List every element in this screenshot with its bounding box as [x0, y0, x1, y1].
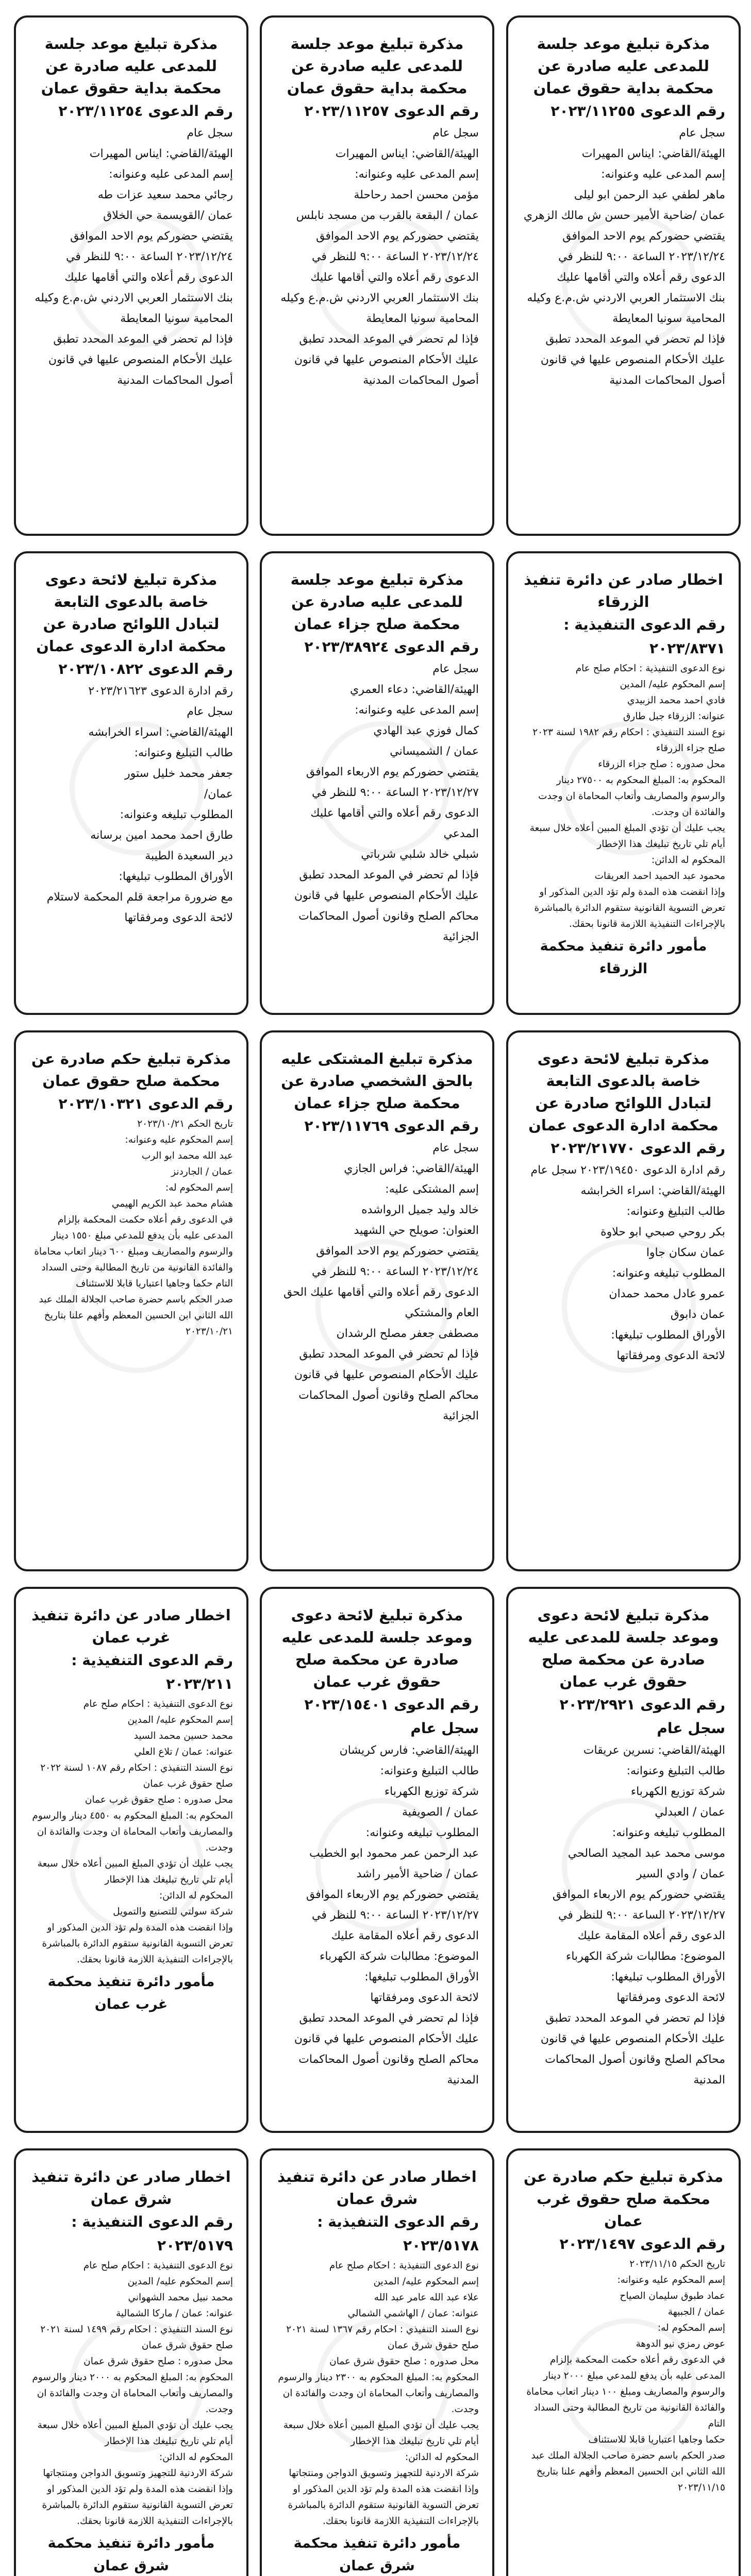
case-number: رقم الدعوى ٢٠٢٣/١٠٣٢١ [58, 1095, 233, 1112]
notice-heading: اخطار صادر عن دائرة تنفيذ غرب عمان [31, 1606, 231, 1646]
notice-body: سجل عام الهيئة/القاضي: ايناس المهيرات إسم المدعى عليه وعنوانه: ماهر لطفي عبد الرحمن ابو ليلى عمان /ضاحية الأمير حسن ش مالك الزهري يقتضي حضوركم يوم الاحد الموافق ٢٠٢٣/١٢/٢٤ الساعة ٩:٠٠ للنظر في الدعوى رقم أعلاه والتي أقامها عليك بنك الاستثمار العربي الاردني ش.م.ع وكيله المحامية سونيا المعايطة فإذا لم تحضر في الموعد المحدد تطبق عليك الأحكام المنصوص عليها في قانون أصول المحاكمات المدنية [523, 127, 725, 387]
case-number: رقم الدعوى التنفيذية : ٢٠٢٣/٥١٧٩ [71, 2213, 233, 2254]
notice-card [506, 1030, 741, 1571]
notice-heading: مذكرة تبليغ موعد جلسة للمدعى عليه صادرة عن محكمة بداية حقوق عمان [41, 35, 222, 97]
notice-heading: مذكرة تبليغ حكم صادرة عن محكمة صلح حقوق غرب عمان [523, 2168, 724, 2230]
notice-heading: اخطار صادر عن دائرة تنفيذ الزرقاء [524, 571, 723, 611]
case-number: رقم الدعوى التنفيذية : ٢٠٢٣/٢١١ [71, 1652, 233, 1692]
notice-body: الهيئة/القاضي: فارس كريشان طالب التبليغ وعنوانه: شركة توزيع الكهرباء عمان / الصويفية المطلوب تبليغه وعنوانه: عبد الرحمن عمر محمود ابو الخطيب عمان / ضاحية الأمير راشد يقتضي حضوركم يوم الاربعاء الموافق ٢٠٢٣/١٢/٢٧ الساعة ٩:٠٠ للنظر في الدعوى رقم أعلاه المقامة عليك الموضوع: مطالبات شركة الكهرباء الأوراق المطلوب تبليغها: لائحة الدعوى ومرفقاتها فإذا لم تحضر في الموعد المحدد تطبق عليك الأحكام المنصوص عليها في قانون محاكم الصلح وقانون أصول المحاكمات المدنية [294, 1744, 479, 2087]
notice-heading: مذكرة تبليغ لائحة دعوى خاصة بالدعوى التابعة لتبادل اللوائح صادرة عن محكمة ادارة الدعوى عمان [36, 571, 226, 655]
notice-card [14, 15, 248, 536]
notice-card [260, 551, 494, 1015]
case-number: رقم الدعوى ٢٠٢٣/١٤٩٧ [559, 2235, 725, 2252]
notice-heading: اخطار صادر عن دائرة تنفيذ شرق عمان [277, 2168, 477, 2208]
notice-body: رقم ادارة الدعوى ٢٠٢٣/١٩٤٥٠ سجل عام الهيئة/القاضي: اسراء الخرابشه طالب التبليغ وعنوانه: بكر روحي صبحي ابو حلاوة عمان سكان جاوا المطلوب تبليغه وعنوانه: عمرو عادل محمد حمدان عمان دابوق الأوراق المطلوب تبليغها: لائحة الدعوى ومرفقاتها [530, 1164, 725, 1362]
notice-heading: مذكرة تبليغ موعد جلسة للمدعى عليه صادرة عن محكمة صلح جزاء عمان [290, 571, 464, 633]
notice-card [14, 1587, 248, 2133]
notice-body: نوع الدعوى التنفيذية : احكام صلح عام إسم المحكوم عليه/ المدين محمد حسين محمد السيد عنوانه: عمان / تلاع العلي نوع السند التنفيذي : احكام رقم ١٠٨٧ لسنة ٢٠٢٢ صلح حقوق غرب عمان محل صدوره : صلح حقوق غرب عمان المحكوم به: المبلغ المحكوم به ٤٥٥٠ دينار والرسوم والمصاريف وأتعاب المحاماة ان وجدت والفائدة ان وجدت. يجب عليك أن تؤدي المبلغ المبين أعلاه خلال سبعة أيام تلي تاريخ تبليغك هذا الإخطار المحكوم له الدائن: شركة سولتي للتصنيع والتمويل وإذا انقضت هذه المدة ولم تؤد الدين المذكور او تعرض التسوية القانونية ستقوم الدائرة بالمباشرة بالإجراءات التنفيذية اللازمة قانونا بحقك. [32, 1699, 233, 1965]
case-number: رقم الدعوى ٢٠٢٣/١٠٨٢٢ [58, 660, 233, 677]
case-number: رقم الدعوى ٢٠٢٣/١١٢٥٧ [304, 103, 479, 120]
notice-heading: مذكرة تبليغ لائحة دعوى خاصة بالدعوى التابعة لتبادل اللوائح صادرة عن محكمة ادارة الدعوى عمان [528, 1050, 719, 1134]
notice-heading: مذكرة تبليغ موعد جلسة للمدعى عليه صادرة عن محكمة بداية حقوق عمان [533, 35, 714, 97]
notice-body: تاريخ الحكم ٢٠٢٣/١١/١٥ إسم المحكوم عليه وعنوانه: عماد طبوق سليمان الصياح عمان / الجبيهة إسم المحكوم له: عوض رمزي نيو الدوهة في الدعوى رقم أعلاه حكمت المحكمة بإلزام المدعى عليه بأن يدفع للمدعي مبلغ ٢٠٠٠ دينار والرسوم والمصاريف ومبلغ ١٠٠ دينار اتعاب محاماة والفائدة القانونية من تاريخ المطالبة وحتى السداد التام حكما وجاهيا اعتباريا قابلا للاستئناف صدر الحكم باسم حضرة صاحب الجلالة الملك عبد الله الثاني ابن الحسين المعظم وأفهم علنا بتاريخ ٢٠٢٣/١١/١٥ [526, 2259, 725, 2493]
notice-heading: مذكرة تبليغ حكم صادرة عن محكمة صلح حقوق عمان [31, 1050, 231, 1090]
case-number: رقم الدعوى ٢٠٢٣/٢٩٢١ سجل عام [559, 1696, 725, 1737]
notice-footer: مأمور دائرة تنفيذ محكمة شرق عمان [293, 2535, 461, 2574]
notice-footer: مأمور دائرة تنفيذ محكمة غرب عمان [47, 1974, 215, 2012]
notice-body: سجل عام الهيئة/القاضي: ايناس المهيرات إسم المدعى عليه وعنوانه: رجائي محمد سعيد عزات طه عمان /القويسمة حي الخلاق يقتضي حضوركم يوم الاحد الموافق ٢٠٢٣/١٢/٢٤ الساعة ٩:٠٠ للنظر في الدعوى رقم أعلاه والتي أقامها عليك بنك الاستثمار العربي الاردني ش.م.ع وكيله المحامية سونيا المعايطة فإذا لم تحضر في الموعد المحدد تطبق عليك الأحكام المنصوص عليها في قانون أصول المحاكمات المدنية [35, 127, 233, 387]
notice-body: سجل عام الهيئة/القاضي: ايناس المهيرات إسم المدعى عليه وعنوانه: مؤمن محسن احمد رحاحلة عمان / البقعة بالقرب من مسجد نابلس يقتضي حضوركم يوم الاحد الموافق ٢٠٢٣/١٢/٢٤ الساعة ٩:٠٠ للنظر في الدعوى رقم أعلاه والتي أقامها عليك بنك الاستثمار العربي الاردني ش.م.ع وكيله المحامية سونيا المعايطة فإذا لم تحضر في الموعد المحدد تطبق عليك الأحكام المنصوص عليها في قانون أصول المحاكمات المدنية [280, 127, 479, 387]
notice-card [260, 15, 494, 536]
notice-body: نوع الدعوى التنفيذية : احكام صلح عام إسم المحكوم عليه/ المدين فادي احمد محمد الزبيدي عنوانه: الزرقاء جبل طارق نوع السند التنفيذي : احكام رقم ١٩٨٢ لسنة ٢٠٢٣ صلح جزاء الزرقاء محل صدوره : صلح جزاء الزرقاء المحكوم به: المبلغ المحكوم به ٢٧٥٠٠ دينار والرسوم والمصاريف وأتعاب المحاماة ان وجدت والفائدة ان وجدت. يجب عليك أن تؤدي المبلغ المبين أعلاه خلال سبعة أيام تلي تاريخ تبليغك هذا الإخطار المحكوم له الدائن: محمود عبد الحميد احمد العريقات وإذا انقضت هذه المدة ولم تؤد الدين المذكور او تعرض التسوية القانونية ستقوم الدائرة بالمباشرة بالإجراءات التنفيذية اللازمة قانونا بحقك. [529, 663, 725, 929]
case-number: رقم الدعوى ٢٠٢٣/١١٧٦٩ [304, 1117, 479, 1134]
notice-heading: مذكرة تبليغ لائحة دعوى وموعد جلسة للمدعى عليه صادرة عن محكمة صلح حقوق غرب عمان [528, 1606, 719, 1690]
case-number: رقم الدعوى التنفيذية : ٢٠٢٣/٨٣٧١ [563, 616, 725, 657]
notice-card [506, 15, 741, 536]
notice-body: سجل عام الهيئة/القاضي: دعاء العمري إسم المدعى عليه وعنوانه: كمال فوزي عبد الهادي عمان / الشميساني يقتضي حضوركم يوم الاربعاء الموافق ٢٠٢٣/١٢/٢٧ الساعة ٩:٠٠ للنظر في الدعوى رقم أعلاه والتي أقامها عليك المدعي شبلي خالد شلبي شرباتي فإذا لم تحضر في الموعد المحدد تطبق عليك الأحكام المنصوص عليها في قانون محاكم الصلح وقانون أصول المحاكمات الجزائية [294, 663, 479, 943]
notice-card [260, 1587, 494, 2133]
notice-card [14, 1030, 248, 1571]
notice-body: سجل عام الهيئة/القاضي: فراس الجازي إسم المشتكى عليه: خالد وليد جميل الرواشده العنوان: صويلح حي الشهيد يقتضي حضوركم يوم الاحد الموافق ٢٠٢٣/١٢/٢٤ الساعة ٩:٠٠ للنظر في الدعوى رقم أعلاه والتي أقامها عليك الحق العام والمشتكي مصطفى جعفر مصلح الرشدان فإذا لم تحضر في الموعد المحدد تطبق عليك الأحكام المنصوص عليها في قانون محاكم الصلح وقانون أصول المحاكمات الجزائية [283, 1142, 479, 1422]
case-number: رقم الدعوى ٢٠٢٣/١٥٤٠١ سجل عام [304, 1696, 479, 1737]
notice-body: رقم ادارة الدعوى ٢٠٢٣/٢١٦٢٣ سجل عام الهيئة/القاضي: اسراء الخرابشه طالب التبليغ وعنوانه: جعفر محمد خليل ستور عمان/ المطلوب تبليغه وعنوانه: طارق احمد محمد امين برسانه دير السعيدة الطيبة الأوراق المطلوب تبليغها: مع ضرورة مراجعة قلم المحكمة لاستلام لائحة الدعوى ومرفقاتها [46, 685, 233, 924]
notice-card [260, 2148, 494, 2576]
notice-heading: مذكرة تبليغ المشتكى عليه بالحق الشخصي صادرة عن محكمة صلح جزاء عمان [281, 1050, 473, 1112]
case-number: رقم الدعوى التنفيذية : ٢٠٢٣/٥١٧٨ [317, 2213, 479, 2254]
notice-card [260, 1030, 494, 1571]
notice-footer: مأمور دائرة تنفيذ محكمة الزرقاء [540, 938, 707, 977]
notice-card [506, 1587, 741, 2133]
notice-body: تاريخ الحكم ٢٠٢٣/١٠/٢١ إسم المحكوم عليه وعنوانه: عبد الله محمد ابو الرب عمان / الجاردنز إسم المحكوم له: هشام محمد عبد الكريم الهيمي في الدعوى رقم أعلاه حكمت المحكمة بإلزام المدعى عليه بأن يدفع للمدعي مبلغ ١٥٥٠ دينار والرسوم والمصاريف ومبلغ ٦٠٠ دينار اتعاب محاماة والفائدة القانونية من تاريخ المطالبة وحتى السداد التام حكما وجاهيا اعتباريا قابلا للاستئناف صدر الحكم باسم حضرة صاحب الجلالة الملك عبد الله الثاني ابن الحسين المعظم وأفهم علنا بتاريخ ٢٠٢٣/١٠/٢١ [34, 1118, 233, 1337]
notice-card [14, 551, 248, 1015]
notice-heading: مذكرة تبليغ لائحة دعوى وموعد جلسة للمدعى عليه صادرة عن محكمة صلح حقوق غرب عمان [281, 1606, 473, 1690]
notice-heading: مذكرة تبليغ موعد جلسة للمدعى عليه صادرة عن محكمة بداية حقوق عمان [287, 35, 468, 97]
notice-card [506, 2148, 741, 2576]
notice-footer: مأمور دائرة تنفيذ محكمة شرق عمان [47, 2535, 215, 2574]
case-number: رقم الدعوى ٢٠٢٣/٣٨٩٢٤ [304, 638, 479, 655]
notice-body: الهيئة/القاضي: نسرين عريقات طالب التبليغ وعنوانه: شركة توزيع الكهرباء عمان / العبدلي المطلوب تبليغه وعنوانه: موسى محمد عبد المجيد الصالحي عمان / وادي السير يقتضي حضوركم يوم الاربعاء الموافق ٢٠٢٣/١٢/٢٧ الساعة ٩:٠٠ للنظر في الدعوى رقم أعلاه المقامة عليك الموضوع: مطالبات شركة الكهرباء الأوراق المطلوب تبليغها: لائحة الدعوى ومرفقاتها فإذا لم تحضر في الموعد المحدد تطبق عليك الأحكام المنصوص عليها في قانون محاكم الصلح وقانون أصول المحاكمات المدنية [540, 1744, 725, 2087]
notice-card [14, 2148, 248, 2576]
case-number: رقم الدعوى ٢٠٢٣/٢١٧٧٠ [550, 1140, 725, 1157]
notice-heading: اخطار صادر عن دائرة تنفيذ شرق عمان [31, 2168, 231, 2208]
case-number: رقم الدعوى ٢٠٢٣/١١٢٥٥ [550, 103, 725, 120]
notice-card [506, 551, 741, 1015]
notice-body: نوع الدعوى التنفيذية : احكام صلح عام إسم المحكوم عليه/ المدين محمد نبيل محمد الشهواني عنوانه: عمان / ماركا الشمالية نوع السند التنفيذي : احكام رقم ١٤٩٩ لسنة ٢٠٢١ صلح حقوق شرق عمان محل صدوره : صلح حقوق شرق عمان المحكوم به: المبلغ المحكوم به ٢٠٠٠ دينار والرسوم والمصاريف وأتعاب المحاماة ان وجدت والفائدة ان وجدت. يجب عليك أن تؤدي المبلغ المبين أعلاه خلال سبعة أيام تلي تاريخ تبليغك هذا الإخطار المحكوم له الدائن: شركة الاردنية للتجهيز وتسويق الدواجن ومنتجاتها وإذا انقضت هذه المدة ولم تؤد الدين المذكور او تعرض التسوية القانونية ستقوم الدائرة بالمباشرة بالإجراءات التنفيذية اللازمة قانونا بحقك. [32, 2260, 233, 2527]
case-number: رقم الدعوى ٢٠٢٣/١١٢٥٤ [58, 103, 233, 120]
notice-body: نوع الدعوى التنفيذية : احكام صلح عام إسم المحكوم عليه/ المدين علاء عبد الله عامر عبد الله عنوانه: عمان / الهاشمي الشمالي نوع السند التنفيذي : احكام رقم ١٣٦٧ لسنة ٢٠٢١ صلح حقوق شرق عمان محل صدوره : صلح حقوق شرق عمان المحكوم به: المبلغ المحكوم به ٢٣٠٠ دينار والرسوم والمصاريف وأتعاب المحاماة ان وجدت والفائدة ان وجدت. يجب عليك أن تؤدي المبلغ المبين أعلاه خلال سبعة أيام تلي تاريخ تبليغك هذا الإخطار المحكوم له الدائن: شركة الاردنية للتجهيز وتسويق الدواجن ومنتجاتها وإذا انقضت هذه المدة ولم تؤد الدين المذكور او تعرض التسوية القانونية ستقوم الدائرة بالمباشرة بالإجراءات التنفيذية اللازمة قانونا بحقك. [278, 2260, 479, 2527]
